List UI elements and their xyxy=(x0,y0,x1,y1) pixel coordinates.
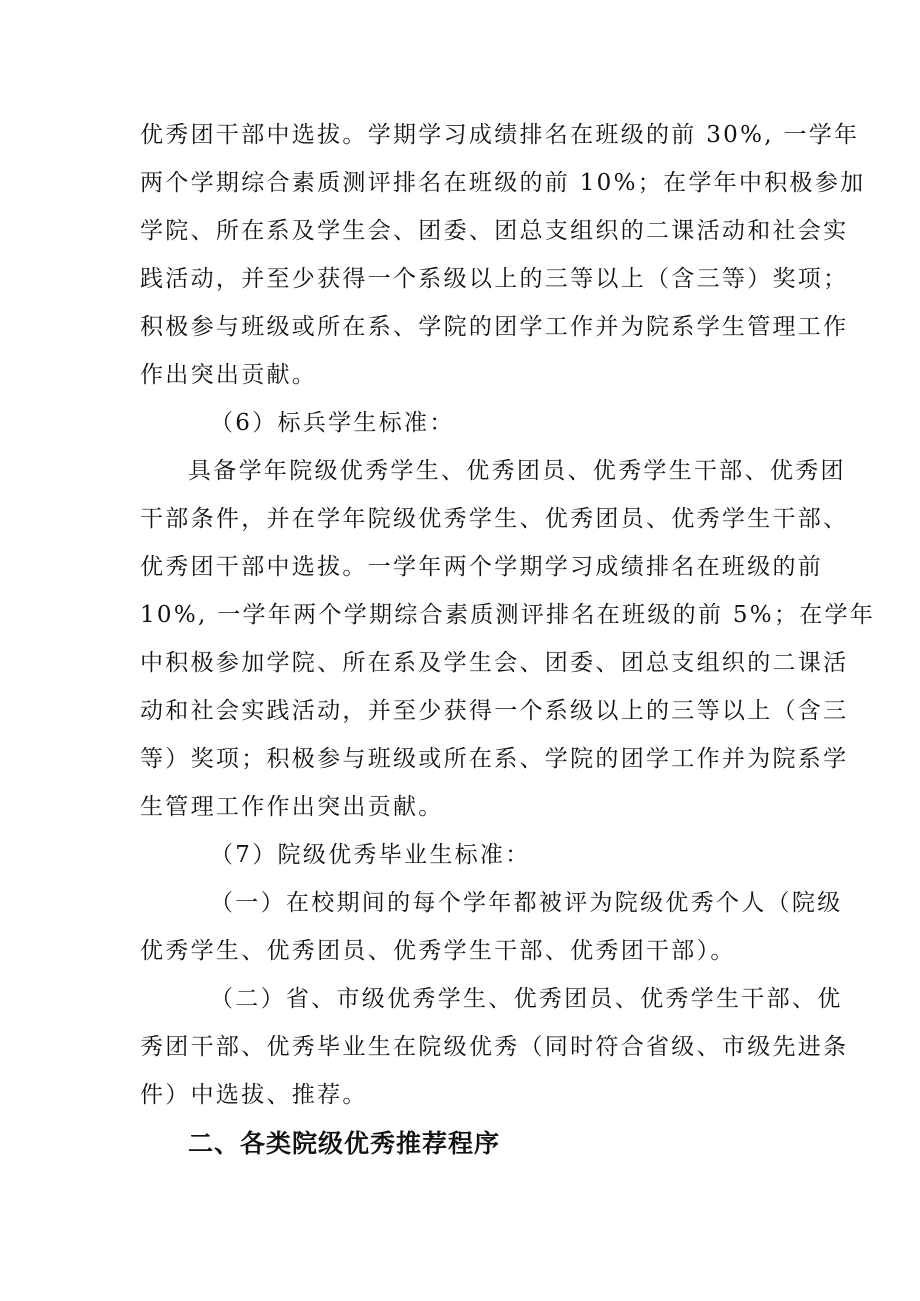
paragraph-line: 干部条件，并在学年院级优秀学生、优秀团员、优秀学生干部、 xyxy=(140,506,849,532)
section-label: （6）标兵学生标准： xyxy=(210,410,455,436)
paragraph-line: 10%, 一学年两个学期综合素质测评排名在班级的前 5%；在学年 xyxy=(140,602,876,628)
paragraph-line: 件）中选拔、推荐。 xyxy=(140,1082,368,1108)
section-heading: 二、各类院级优秀推荐程序 xyxy=(188,1129,501,1158)
paragraph-line: 两个学期综合素质测评排名在班级的前 10%；在学年中积极参加 xyxy=(140,170,866,196)
paragraph-line: 践活动，并至少获得一个系级以上的三等以上（含三等）奖项； xyxy=(140,266,849,292)
paragraph-line: 积极参与班级或所在系、学院的团学工作并为院系学生管理工作 xyxy=(140,314,849,340)
paragraph-line: 秀团干部、优秀毕业生在院级优秀（同时符合省级、市级先进条 xyxy=(140,1034,849,1060)
paragraph-line: 作出突出贡献。 xyxy=(140,362,318,388)
section-label: （7）院级优秀毕业生标准： xyxy=(210,842,531,868)
paragraph-line: 学院、所在系及学生会、团委、团总支组织的二课活动和社会实 xyxy=(140,218,849,244)
paragraph-line: 等）奖项；积极参与班级或所在系、学院的团学工作并为院系学 xyxy=(140,746,849,772)
paragraph-line: 优秀团干部中选拔。一学年两个学期学习成绩排名在班级的前 xyxy=(140,554,824,580)
paragraph-line: 优秀学生、优秀团员、优秀学生干部、优秀团干部）。 xyxy=(140,938,736,964)
paragraph-line: 中积极参加学院、所在系及学生会、团委、团总支组织的二课活 xyxy=(140,650,849,676)
paragraph-line: （一）在校期间的每个学年都被评为院级优秀个人（院级 xyxy=(210,890,843,916)
paragraph-line: 优秀团干部中选拔。学期学习成绩排名在班级的前 30%, 一学年 xyxy=(140,122,860,148)
paragraph-line: 具备学年院级优秀学生、优秀团员、优秀学生干部、优秀团 xyxy=(188,458,846,484)
paragraph-line: 生管理工作作出突出贡献。 xyxy=(140,794,444,820)
paragraph-line: （二）省、市级优秀学生、优秀团员、优秀学生干部、优 xyxy=(210,986,843,1012)
paragraph-line: 动和社会实践活动，并至少获得一个系级以上的三等以上（含三 xyxy=(140,698,849,724)
